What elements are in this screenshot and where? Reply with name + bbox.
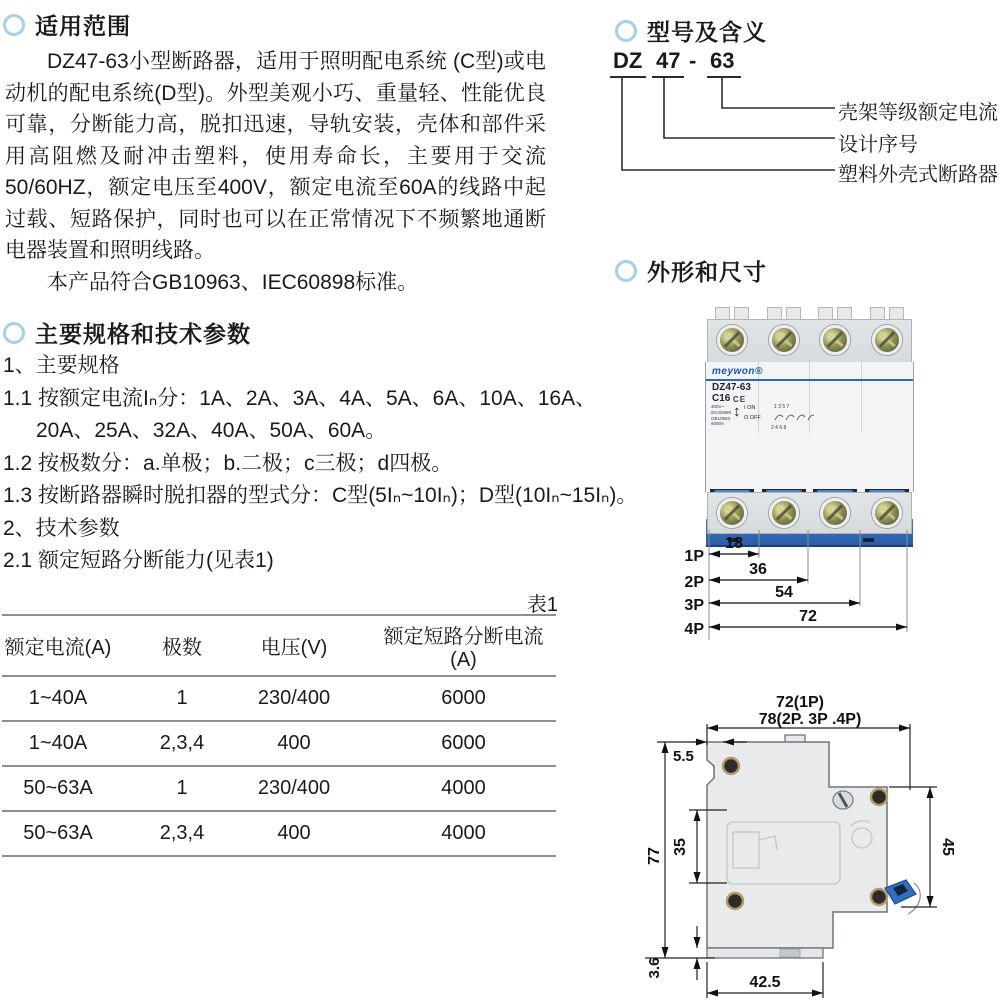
breaker-small-text bbox=[711, 404, 731, 427]
breaker-body bbox=[705, 362, 914, 492]
spec-item: 1.3 按断路器瞬时脱扣器的型式分：C型(5Iₙ~10Iₙ)；D型(10Iₙ~15Iₙ)。 bbox=[3, 484, 638, 507]
spec-item: 2、技术参数 bbox=[3, 516, 120, 540]
model-code-47: 47 bbox=[656, 48, 681, 73]
screw-icon bbox=[769, 498, 799, 528]
cell: 1~40A bbox=[2, 721, 114, 766]
scope-paragraphs bbox=[5, 46, 546, 298]
table-header-row bbox=[2, 615, 556, 676]
cell: 1~40A bbox=[2, 676, 114, 721]
cell: 4000 bbox=[338, 766, 556, 811]
table-row bbox=[2, 766, 556, 811]
breaker-rating-text: C16 bbox=[712, 393, 731, 404]
brand-logo: meywon® bbox=[712, 366, 763, 377]
model-label-mccb: 塑料外壳式断路器 bbox=[838, 164, 998, 186]
section-bullet-icon bbox=[615, 20, 637, 42]
screw-icon bbox=[769, 325, 799, 355]
pole-label: 4P bbox=[684, 621, 704, 638]
section-scope-header bbox=[3, 8, 131, 41]
cell: 6000 bbox=[338, 721, 556, 766]
spec-item: 1.2 按极数分：a.单极；b.二极；c三极；d四极。 bbox=[3, 451, 453, 475]
col-header: 极数 bbox=[114, 615, 250, 676]
breaker-side-profile bbox=[707, 735, 920, 958]
dim-base: 42.5 bbox=[749, 974, 781, 991]
small-text-line: 400V~ bbox=[711, 404, 725, 409]
section-outline-header bbox=[615, 254, 767, 287]
dim-width-1p: 72(1P) bbox=[775, 694, 825, 711]
screw-icon bbox=[717, 498, 747, 528]
side-view-drawing bbox=[615, 690, 1000, 1004]
dim-height: 77 bbox=[646, 847, 663, 865]
section-bullet-icon bbox=[3, 14, 25, 36]
spec-item: 1、主要规格 bbox=[3, 354, 120, 377]
section-model-title: 型号及含义 bbox=[647, 19, 767, 45]
off-label: O OFF bbox=[744, 415, 761, 421]
section-bullet-icon bbox=[3, 322, 25, 344]
cell: 6000 bbox=[338, 676, 556, 721]
scope-paragraph-1: DZ47-63小型断路器，适用于照明配电系统 (C型)或电动机的配电系统(D型)。外型美观小巧、重量轻、性能优良可靠，分断能力高，脱扣迅速，导轨安装，壳体和部件采用高阻燃及耐冲击塑料，使用寿命长，主要用于交流50/60HZ，额定电压至400V，额定电流至60A的线路中起过载、短路保护，同时也可以在正常情况下不频繁地通断电器装置和照明线路。 bbox=[5, 50, 546, 262]
dim-top-offset: 5.5 bbox=[673, 748, 694, 765]
table-row bbox=[2, 676, 556, 721]
cell: 2,3,4 bbox=[114, 721, 250, 766]
pole-value: 54 bbox=[775, 584, 793, 601]
section-specs-header bbox=[3, 316, 251, 349]
pole-value: 18 bbox=[725, 535, 743, 552]
small-text-line: IEC60898 bbox=[711, 409, 732, 415]
pole-label: 2P bbox=[684, 574, 704, 591]
dim-lip: 3.6 bbox=[646, 957, 663, 979]
model-code-dash: - bbox=[689, 48, 697, 73]
cell: 2,3,4 bbox=[114, 811, 250, 856]
pole-value: 72 bbox=[799, 608, 817, 625]
cell: 400 bbox=[250, 811, 338, 856]
din-clip bbox=[885, 880, 920, 914]
svg-text:1 3 5 7: 1 3 5 7 bbox=[774, 404, 790, 410]
screw-icon bbox=[717, 325, 747, 355]
dim-right: 45 bbox=[939, 838, 956, 856]
model-code-63: 63 bbox=[710, 48, 735, 73]
section-scope-title: 适用范围 bbox=[35, 13, 131, 39]
breaker-photo bbox=[705, 306, 912, 532]
pole-dimensions bbox=[640, 528, 940, 653]
table-row bbox=[2, 811, 556, 856]
pole-separator bbox=[861, 362, 862, 433]
breaker-model-text: DZ47-63 bbox=[712, 382, 751, 393]
cell: 50~63A bbox=[2, 811, 114, 856]
cell: 1 bbox=[114, 766, 250, 811]
pole-label: 1P bbox=[684, 548, 704, 565]
table-caption: 表1 bbox=[526, 594, 558, 616]
model-code-dz: DZ bbox=[613, 48, 643, 73]
col-header: 额定短路分断电流(A) bbox=[338, 615, 556, 676]
spec-item-continuation: 20A、25A、32A、40A、50A、60A。 bbox=[36, 419, 387, 442]
pole-label: 3P bbox=[684, 597, 704, 614]
col-header: 电压(V) bbox=[250, 615, 338, 676]
dim-window: 35 bbox=[672, 838, 689, 856]
scope-paragraph-2: 本产品符合GB10963、IEC60898标准。 bbox=[47, 270, 419, 294]
svg-text:2 4 6 8: 2 4 6 8 bbox=[771, 425, 787, 430]
cell: 230/400 bbox=[250, 766, 338, 811]
on-label: I ON bbox=[744, 405, 756, 411]
model-label-design-serial: 设计序号 bbox=[838, 134, 918, 156]
rating-table bbox=[2, 614, 556, 857]
table-row bbox=[2, 721, 556, 766]
ce-mark: CE bbox=[733, 395, 747, 404]
section-bullet-icon bbox=[615, 260, 637, 282]
screw-icon bbox=[872, 498, 902, 528]
spec-item: 1.1 按额定电流Iₙ分：1A、2A、3A、4A、5A、6A、10A、16A、 bbox=[3, 386, 597, 410]
cell: 1 bbox=[114, 676, 250, 721]
screw-icon bbox=[820, 498, 850, 528]
section-outline-title: 外形和尺寸 bbox=[647, 259, 767, 285]
spec-item: 2.1 额定短路分断能力(见表1) bbox=[3, 549, 274, 572]
cell: 50~63A bbox=[2, 766, 114, 811]
cell: 4000 bbox=[338, 811, 556, 856]
screw-icon bbox=[872, 325, 902, 355]
divider bbox=[706, 379, 913, 381]
section-specs-title: 主要规格和技术参数 bbox=[35, 321, 251, 347]
screw-icon bbox=[820, 325, 850, 355]
pole-value: 36 bbox=[749, 561, 767, 578]
adjuster-screw-icon bbox=[833, 791, 853, 809]
wiring-diagram bbox=[768, 402, 814, 430]
model-connector-lines bbox=[600, 40, 850, 180]
spec-list bbox=[3, 350, 638, 578]
dim-width-multi: 78(2P. 3P .4P) bbox=[758, 711, 862, 728]
updown-arrow-icon: ↕ bbox=[733, 403, 741, 420]
small-text-line: GB10963 bbox=[711, 415, 731, 421]
cell: 400 bbox=[250, 721, 338, 766]
small-text-line: 6000A bbox=[711, 421, 725, 427]
cell: 230/400 bbox=[250, 676, 338, 721]
col-header: 额定电流(A) bbox=[2, 615, 114, 676]
model-label-frame-current: 壳架等级额定电流 bbox=[838, 102, 998, 124]
